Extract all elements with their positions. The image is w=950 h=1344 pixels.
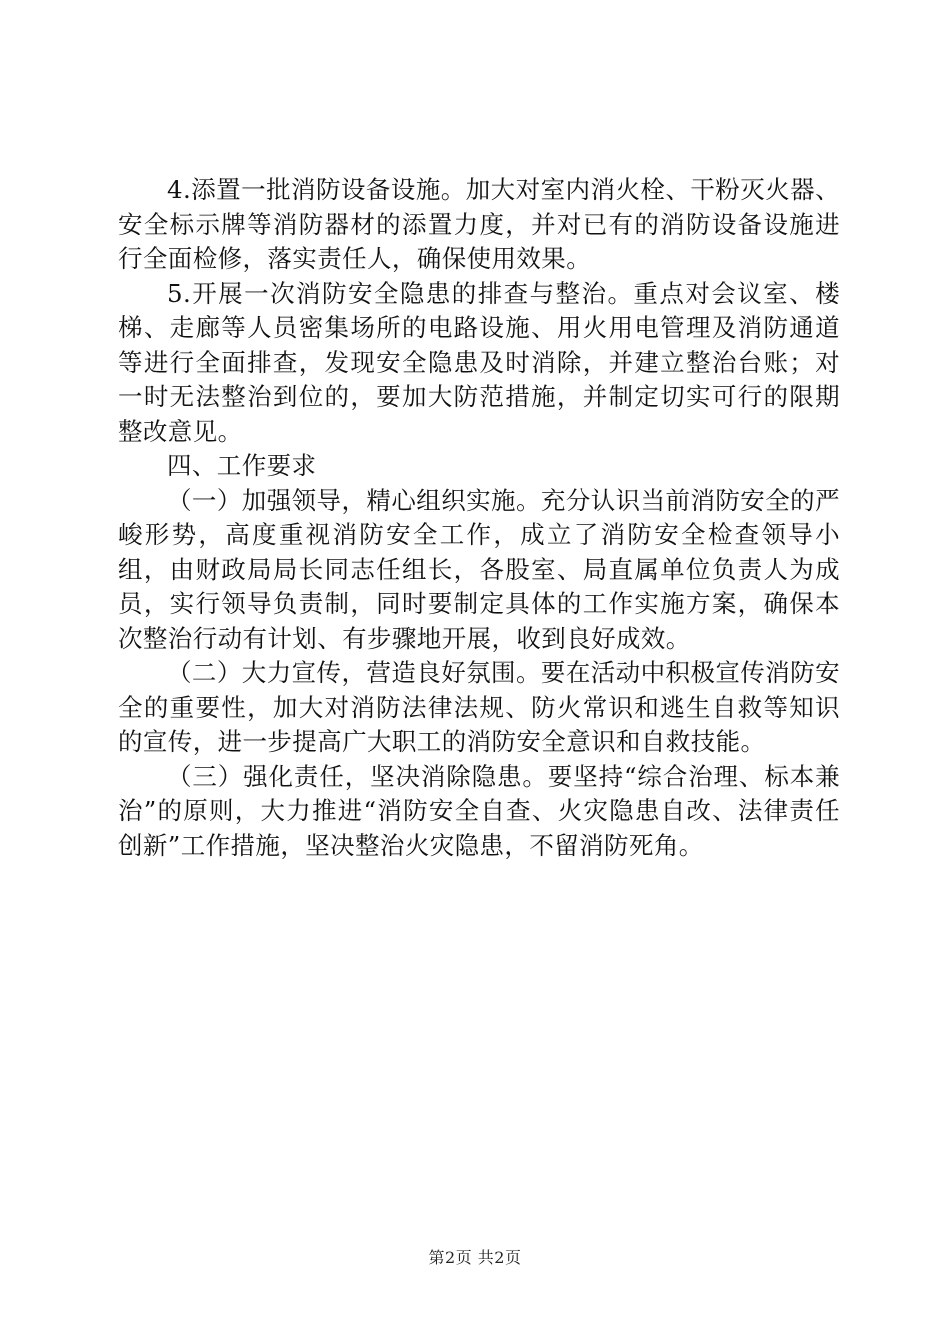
- paragraph-requirement-2: （二）大力宣传，营造良好氛围。要在活动中积极宣传消防安全的重要性，加大对消防法律法规、防火常识和逃生自救等知识的宣传，进一步提高广大职工的消防安全意识和自救技能。: [118, 658, 840, 756]
- section-heading-work-requirements: 四、工作要求: [167, 451, 317, 480]
- paragraph-item-5: 5.开展一次消防安全隐患的排查与整治。重点对会议室、楼梯、走廊等人员密集场所的电路设施、用火用电管理及消防通道等进行全面排查，发现安全隐患及时消除，并建立整治台账；对一时无法整治到位的，要加大防范措施，并制定切实可行的限期整改意见。: [118, 278, 840, 446]
- paragraph-requirement-3: （三）强化责任，坚决消除隐患。要坚持“综合治理、标本兼治”的原则，大力推进“消防安全自查、火灾隐患自改、法律责任创新”工作措施，坚决整治火灾隐患，不留消防死角。: [118, 761, 840, 860]
- paragraph-requirement-1: （一）加强领导，精心组织实施。充分认识当前消防安全的严峻形势，高度重视消防安全工作，成立了消防安全检查领导小组，由财政局局长同志任组长，各股室、局直属单位负责人为成员，实行领导负责制，同时要制定具体的工作实施方案，确保本次整治行动有计划、有步骤地开展，收到良好成效。: [118, 485, 840, 653]
- page-number-footer: 第2页 共2页: [428, 1248, 522, 1267]
- document-body: [118, 173, 840, 863]
- paragraph-item-4: 4.添置一批消防设备设施。加大对室内消火栓、干粉灭火器、安全标示牌等消防器材的添置力度，并对已有的消防设备设施进行全面检修，落实责任人，确保使用效果。: [118, 175, 840, 273]
